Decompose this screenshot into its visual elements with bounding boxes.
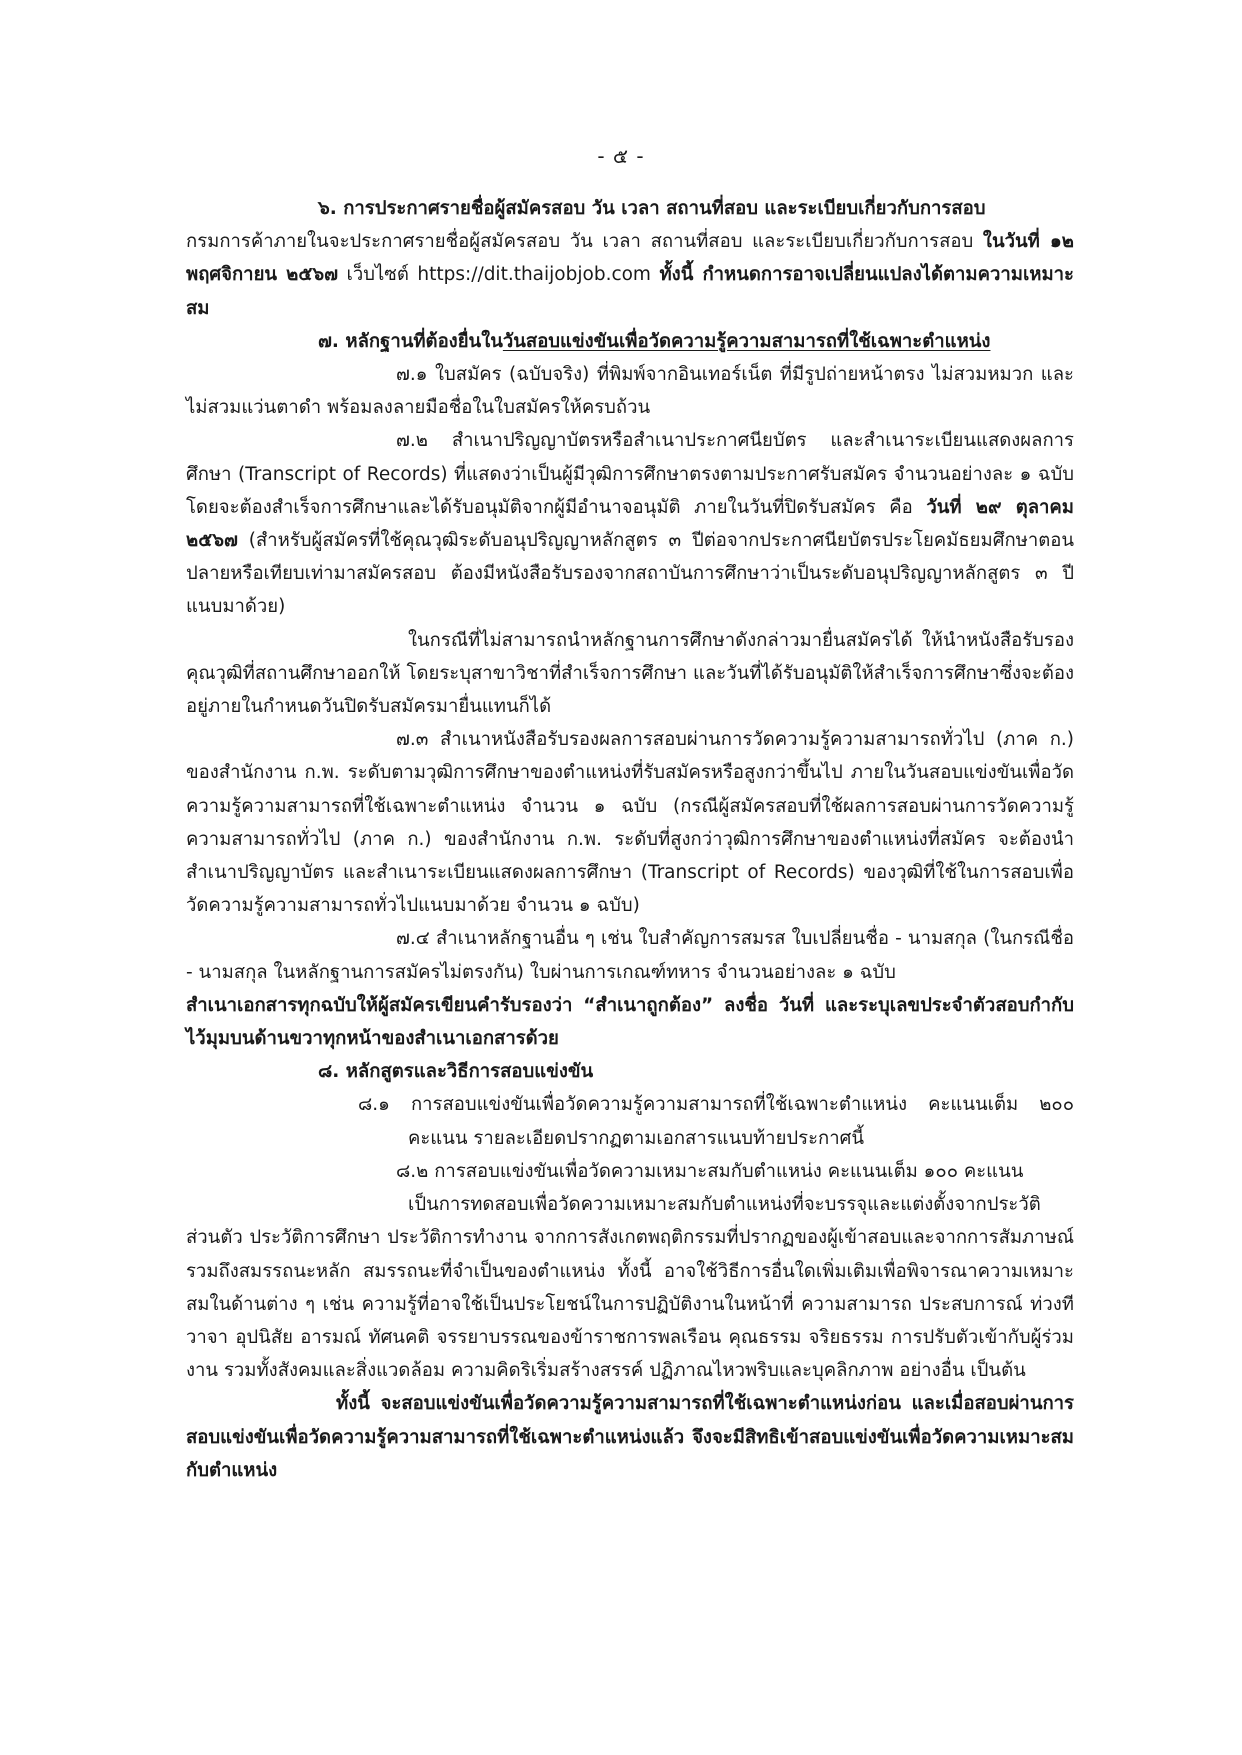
closing-date: วันที่ ๒๙ ตุลาคม ๒๕๖๗	[186, 496, 1074, 552]
document-body	[186, 192, 1074, 1487]
section-6-heading: ๖. การประกาศรายชื่อผู้สมัครสอบ วัน เวลา สถานที่สอบ และระเบียบเกี่ยวกับการสอบ	[318, 198, 986, 219]
section-6-text: กรมการค้าภายในจะประกาศรายชื่อผู้สมัครสอบ วัน เวลา สถานที่สอบ และระเบียบเกี่ยวกับการสอบ	[186, 231, 974, 253]
item-7-3: ๗.๓ สำเนาหนังสือรับรองผลการสอบผ่านการวัดความรู้ความสามารถทั่วไป (ภาค ก.) ของสำนักงาน ก.พ. ระดับตามวุฒิการศึกษาของตำแหน่งที่รับสมัครหรือสูงกว่าขึ้นไป ภายในวันสอบแข่งขันเพื่อวัดความรู้ความสามารถที่ใช้เฉพาะตำแหน่ง จำนวน ๑ ฉบับ (กรณีผู้สมัครสอบที่ใช้ผลการสอบผ่านการวัดความรู้ความสามารถทั่วไป (ภาค ก.) ของสำนักงาน ก.พ. ระดับที่สูงกว่าวุฒิการศึกษาของตำแหน่งที่สมัคร จะต้องนำสำเนาปริญญาบัตร และสำเนาระเบียนแสดงผลการศึกษา (Transcript of Records) ของวุฒิที่ใช้ในการสอบเพื่อวัดความรู้ความสามารถทั่วไปแนบมาด้วย จำนวน ๑ ฉบับ)	[186, 729, 1074, 917]
section-7-heading	[186, 325, 1074, 358]
final-note: ทั้งนี้ จะสอบแข่งขันเพื่อวัดความรู้ความสามารถที่ใช้เฉพาะตำแหน่งก่อน และเมื่อสอบผ่านการสอบแข่งขันเพื่อวัดความรู้ความสามารถที่ใช้เฉพาะตำแหน่งแล้ว จึงจะมีสิทธิเข้าสอบแข่งขันเพื่อวัดความเหมาะสมกับตำแหน่ง	[186, 1393, 1074, 1481]
item-7-2	[186, 424, 1074, 623]
item-7-2-text-a: ๗.๒ สำเนาปริญญาบัตรหรือสำเนาประกาศนียบัตร และสำเนาระเบียนแสดงผลการศึกษา (Transcript of Records) ที่แสดงว่าเป็นผู้มีวุฒิการศึกษาตรงตามประกาศรับสมัคร จำนวนอย่างละ ๑ ฉบับ โดยจะต้องสำเร็จการศึกษาและได้รับอนุมัติจากผู้มีอำนาจอนุมัติ ภายในวันที่ปิดรับสมัคร คือ	[186, 430, 1074, 518]
certification-note: สำเนาเอกสารทุกฉบับให้ผู้สมัครเขียนคำรับรองว่า “สำเนาถูกต้อง” ลงชื่อ วันที่ และระบุเลขประจำตัวสอบกำกับไว้มุมบนด้านขวาทุกหน้าของสำเนาเอกสารด้วย	[186, 994, 1074, 1050]
item-8-1: ๘.๑ การสอบแข่งขันเพื่อวัดความรู้ความสามารถที่ใช้เฉพาะตำแหน่ง คะแนนเต็ม ๒๐๐ คะแนน รายละเอียดปรากฏตามเอกสารแนบท้ายประกาศนี้	[358, 1094, 1074, 1149]
item-7-4: ๗.๔ สำเนาหลักฐานอื่น ๆ เช่น ใบสำคัญการสมรส ใบเปลี่ยนชื่อ - นามสกุล (ในกรณีชื่อ - นามสกุล ในหลักฐานการสมัครไม่ตรงกัน) ใบผ่านการเกณฑ์ทหาร จำนวนอย่างละ ๑ ฉบับ	[186, 928, 1074, 983]
website-text: เว็บไซต์ https://dit.thaijobjob.com	[338, 264, 660, 286]
item-8-2: ๘.๒ การสอบแข่งขันเพื่อวัดความเหมาะสมกับตำแหน่ง คะแนนเต็ม ๑๐๐ คะแนน	[396, 1160, 1024, 1182]
schedule-note: ทั้งนี้ กำหนดการอาจเปลี่ยนแปลงได้ตามความเหมาะสม	[186, 264, 1074, 319]
item-7-2-text-b: (สำหรับผู้สมัครที่ใช้คุณวุฒิระดับอนุปริญญาหลักสูตร ๓ ปีต่อจากประกาศนียบัตรประโยคมัธยมศึกษาตอนปลายหรือเทียบเท่ามาสมัครสอบ ต้องมีหนังสือรับรองจากสถาบันการศึกษาว่าเป็นระดับอนุปริญญาหลักสูตร ๓ ปีแนบมาด้วย)	[186, 530, 1074, 618]
item-7-2-alternative: ในกรณีที่ไม่สามารถนำหลักฐานการศึกษาดังกล่าวมายื่นสมัครได้ ให้นำหนังสือรับรองคุณวุฒิที่สถานศึกษาออกให้ โดยระบุสาขาวิชาที่สำเร็จการศึกษา และวันที่ได้รับอนุมัติให้สำเร็จการศึกษาซึ่งจะต้องอยู่ภายในกำหนดวันปิดรับสมัครมายื่นแทนก็ได้	[186, 629, 1074, 718]
item-7-1: ๗.๑ ใบสมัคร (ฉบับจริง) ที่พิมพ์จากอินเทอร์เน็ต ที่มีรูปถ่ายหน้าตรง ไม่สวมหมวก และไม่สวมแว่นตาดำ พร้อมลงลายมือชื่อในใบสมัครให้ครบถ้วน	[186, 364, 1074, 419]
item-8-2-body: เป็นการทดสอบเพื่อวัดความเหมาะสมกับตำแหน่งที่จะบรรจุและแต่งตั้งจากประวัติส่วนตัว ประวัติการศึกษา ประวัติการทำงาน จากการสังเกตพฤติกรรมที่ปรากฏของผู้เข้าสอบและจากการสัมภาษณ์ รวมถึงสมรรถนะหลัก สมรรถนะที่จำเป็นของตำแหน่ง ทั้งนี้ อาจใช้วิธีการอื่นใดเพิ่มเติมเพื่อพิจารณาความเหมาะสมในด้านต่าง ๆ เช่น ความรู้ที่อาจใช้เป็นประโยชน์ในการปฏิบัติงานในหน้าที่ ความสามารถ ประสบการณ์ ท่วงทีวาจา อุปนิสัย อารมณ์ ทัศนคติ จรรยาบรรณของข้าราชการพลเรือน คุณธรรม จริยธรรม การปรับตัวเข้ากับผู้ร่วมงาน รวมทั้งสังคมและสิ่งแวดล้อม ความคิดริเริ่มสร้างสรรค์ ปฏิภาณไหวพริบและบุคลิกภาพ อย่างอื่น เป็นต้น	[186, 1194, 1074, 1382]
section-8-heading: ๘. หลักสูตรและวิธีการสอบแข่งขัน	[318, 1061, 594, 1083]
page-number: - ๕ -	[597, 144, 645, 168]
section-6-body	[186, 225, 1074, 325]
section-7-heading-underlined: วันสอบแข่งขันเพื่อวัดความรู้ความสามารถที่ใช้เฉพาะตำแหน่ง	[502, 330, 991, 352]
announcement-date: ในวันที่ ๑๒ พฤศจิกายน ๒๕๖๗	[186, 231, 1074, 286]
section-7-heading-prefix: ๗. หลักฐานที่ต้องยื่นใน	[318, 330, 503, 352]
